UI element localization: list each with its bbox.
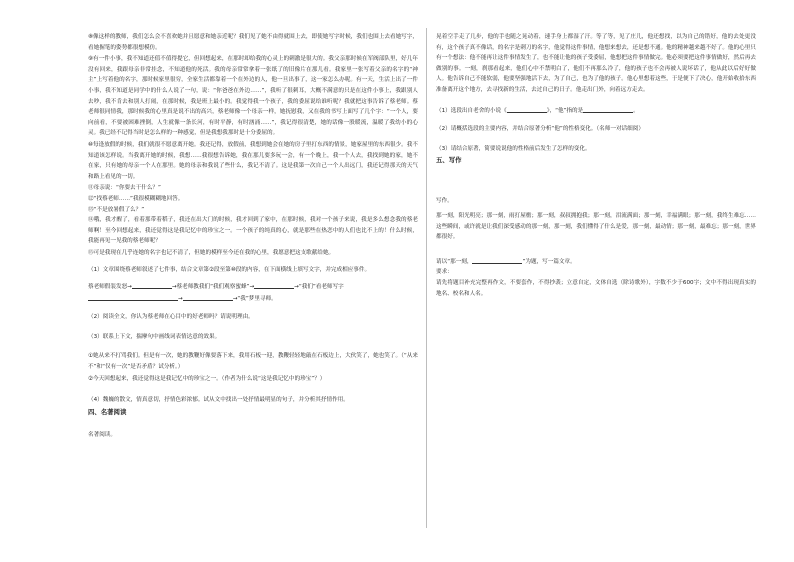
writing-topic [436,256,756,268]
flow2-end: →“我”梦里寻师。 [232,295,277,302]
dialogue-13: ⑬“不是放暑假了么？” [88,206,145,213]
question-1: （1）文章围绕蔡老师叙述了七件事，结合文章第②段至第⑩段的内容，在下面横线上填写文字，并完成相应事件。 [88,267,371,274]
question-3-2: ②今天回想起来，我还觉得这是我记忆中的珍宝之一。（作者为什么说“这是我记忆中的珍宝”？） [88,375,326,382]
q1-mid: 》，“他”指的是 [546,107,584,114]
question-2: （2）阅读全文，你认为蔡老师在心目中的好老师吗？请说明理由。 [88,314,254,321]
writing-label: 写作。 [436,198,453,205]
q1-prefix: （1）选段出自老舍的小说《 [436,107,507,114]
answer-blank[interactable] [88,293,178,301]
topic-prefix: 请以“那一刻， [436,258,473,265]
topic-suffix: ”为题，写一篇文章。 [522,258,576,265]
section-4-text: 名著阅读。 [88,431,116,438]
question-3-1: ①她从来不打骂我们。但是有一次，她的教鞭好像要落下来，我用石板一迎，教鞭轻轻地敲在石板边上，大伙笑了，她也笑了。（“从来不”和“仅有一次”是否矛盾？试分析。） [88,353,418,371]
flow-mid: →蔡老师教我们“我们观察蜜蜂”→ [171,284,255,291]
answer-blank[interactable] [507,105,547,113]
flow-end: →“我们”看老师写字 [294,284,344,291]
question-4: （4）魏巍的散文，情真意切，抒情色彩浓郁。试从文中找出一处抒情最明显的句子，并分析其抒情作用。 [88,397,349,404]
dialogue-11: ⑪母亲说：“你要去干什么？” [88,185,161,192]
section-5-heading: 五、写作 [436,156,462,165]
left-column [88,32,418,440]
right-column [436,32,756,300]
flow-start: 蔡老师假装发怒→ [88,284,132,291]
right-question-1 [436,105,756,117]
column-divider [426,28,427,528]
flow2-start: → [178,295,183,302]
paragraph-15: ⑮可是我现在几乎连她的名字也记不清了，但她的模样至今还在我的心里，我愿意把这支歌献给她。 [88,249,335,256]
right-question-3: （3）请结合原著，简要说说他的性格前后发生了怎样的变化。 [436,145,591,152]
section-4-heading: 四、名著阅读 [88,407,127,416]
writing-prompt: 那一刻，阳光明亮；那一刻，雨打屋檐；那一刻，叔叔拥抱我；那一刻，泪流满面；那一刻，幸福满眼；那一刻，我终生难忘……这些瞬间，或许就是让我们深受感动的那一刻，那一刻，我们懂得了什么是爱，那一刻，最动情；那一刻，最难忘；那一刻，世界都很好。 [436,212,756,241]
event-flow-line-2 [88,293,418,305]
excerpt-paragraph: 晃着空手走了几步，他的手也随之晃动着，速手身上都湿了汗。等了等，见了庄儿，他还想找，以为自己的错好，他的去处更没有，这个孩子真不像话，的名字是刺刀的名字，他觉得这件事情，他想来想去，还是想不通。他的精神越来越不好了。他的心里只有一个想法：他不能再让这件事情发生了，也不能让他的孩子受委屈，他想把这件事情做完。他必须要把这件事情做好，然后再去做别的事。一刻，刹那看起来，他们心中不禁明白了，他们不再那么冷了，他的孩子也不会再被人说坏话了，他从此以后好好做人。他告诉自己不能软弱，他要坚强地活下去，为了自己，也为了他的孩子。他心里想着这些，于是便下了决心，他开始收拾东西准备离开这个地方，去寻找新的生活，去过自己的日子。他走出门外，向着远方走去。 [436,34,756,93]
question-3: （3）联系上下文，揣摩句中画线词表情达意的效果。 [88,333,221,340]
paragraph-14: ⑭哦，我才醒了，看着那带着稻子，我还在出大门的时候，我才回到了家中，在那时候，我对一个孩子来说，我是多么想念我的蔡老师啊！至今回想起来，我还觉得这是我记忆中的珍宝之一。一个孩子的纯真的心，就是那些在热恋中的人们也比不上的！什么时候，我能再见一见我的蔡老师呢？ [88,217,418,245]
paragraph-9: ⑨有一件小事，我不知道还值不值得提它，但回想起来，在那时却给我的心灵上的刺激是很大的。我父亲那时候在军阀部队里，好几年没有回来，我跟母亲非常挂念，不知道他的死活。我的母亲常常拿着一张纸了的旧像片在那儿看。我家里一张写着父亲的名字的“神主”上写着他的名字，那时候家里很穷，全家生活都靠着一个在外边的人，他一旦出事了，这一家怎么办呢。有一天，生活上出了一件小事，我不知道是同学中的什么人说了一句，说：“你爸爸在外边……”，我听了很刺耳，大概不满意的只是在这件小事上，我跟别人去吵，我不肯去和别人打闹，在那时候，我是班上最小的。我觉得我一个孩子，我的委屈说给谁听呢？我就把这事告诉了蔡老师。蔡老师很同情我，那时候我的心里真是说不出的高兴，蔡老师像一个母亲一样，她抚慰我，又在我的书写上面写了几个字：“一个人，要向前看，不要被困难挫倒，人生就像一条长河，有时平静，有时汹涌……”，我记得很清楚，她的话像一股暖流，温暖了我幼小的心灵。我已经不记得当时是怎么样的一种感觉，但是我想我那时是十分委屈的。 [88,56,418,137]
answer-blank[interactable] [132,281,172,289]
paragraph-8: ⑧像这样的教师，我们怎么会不喜欢她并且愿意和她亲近呢？我们见了她不由得就围上去，即使她写字时候，我们也围上去看她写字，看她握笔的姿势都很想模仿。 [88,34,418,51]
answer-blank[interactable] [183,293,233,301]
dialogue-12: ⑫“找蔡老师……”我很模糊糊地回答。 [88,195,184,202]
answer-blank[interactable] [583,105,633,113]
answer-blank[interactable] [254,281,294,289]
paragraph-10: ⑩每逢放假的时候，我们就很不愿意离开她。我还记得，放假前，我想到她会在她的房子里打东西的情景，她家屋里的东西很少。我不知道该怎样说。当我离开她的时候，我想……我很想告诉她，我在那儿要多玩一会，有一个晚上，我一个人去，我找到她的家，她不在家，只有她的母亲一个人在那里。她的母亲和我说了些什么，我记不清了。这是我第一次自己一个人出远门，我还记得那天的天气和路上看见的一切。 [88,141,418,180]
requirements-label: 要求： [436,269,453,276]
right-question-2: （2）请概括选段的主要内容，并结合原著分析“他”的性格变化。（名师一对话细阅） [436,126,644,133]
title-blank[interactable] [472,256,522,264]
requirements-text: 请先将题目补充完整再作文，不要套作，不得抄袭；立意自定，文体自选（除诗歌外），字数不少于600字；文中不得出现真实的地名、校名和人名。 [436,279,756,297]
q1-end: 。 [633,107,639,114]
event-flow-line-1 [88,281,418,293]
